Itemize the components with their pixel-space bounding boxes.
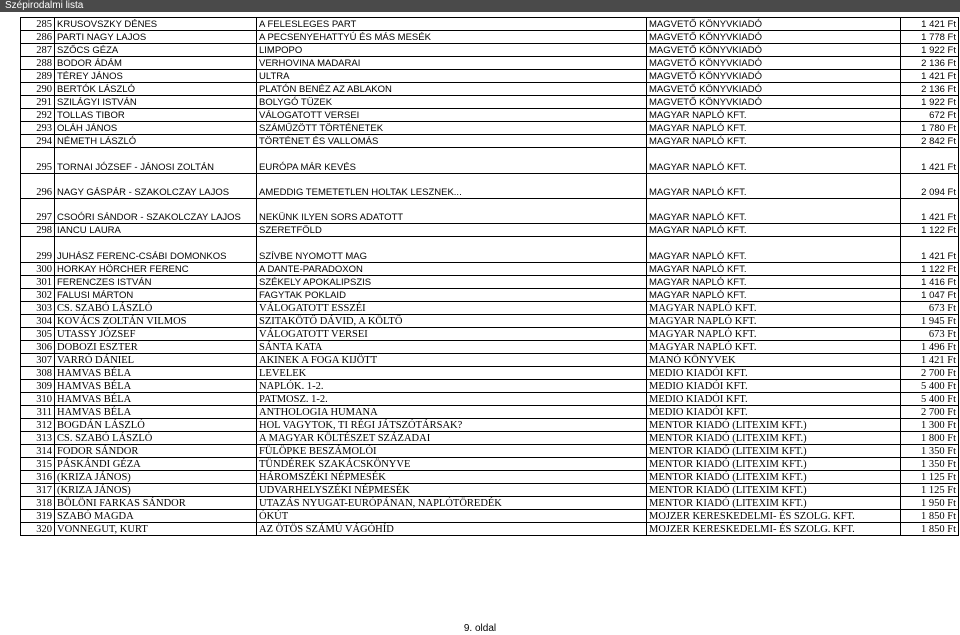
title-cell: VERHOVINA MADARAI: [257, 57, 647, 70]
price-cell: 673 Ft: [901, 302, 959, 315]
row-number: 310: [21, 393, 55, 406]
table-row: [21, 445, 959, 458]
price-cell: 1 950 Ft: [901, 497, 959, 510]
table-row: [21, 174, 959, 199]
title-cell: UTAZÁS NYUGAT-EURÓPÁNAN, NAPLÓTÖREDÉK: [257, 497, 647, 510]
author-cell: CS. SZABÓ LÁSZLÓ: [55, 432, 257, 445]
publisher-cell: MOJZER KERESKEDELMI- ÉS SZOLG. KFT.: [647, 510, 901, 523]
publisher-cell: MENTOR KIADÓ (LITEXIM KFT.): [647, 497, 901, 510]
price-cell: 2 700 Ft: [901, 367, 959, 380]
title-cell: TÜNDÉREK SZAKÁCSKÖNYVE: [257, 458, 647, 471]
publisher-cell: MAGVETŐ KÖNYVKIADÓ: [647, 96, 901, 109]
title-cell: TÖRTÉNET ÉS VALLOMÁS: [257, 135, 647, 148]
price-cell: 1 850 Ft: [901, 510, 959, 523]
publisher-cell: MEDIO KIADÓI KFT.: [647, 380, 901, 393]
publisher-cell: MEDIO KIADÓI KFT.: [647, 406, 901, 419]
publisher-cell: MAGVETŐ KÖNYVKIADÓ: [647, 83, 901, 96]
row-number: 320: [21, 523, 55, 536]
table-row: [21, 57, 959, 70]
row-number: 300: [21, 263, 55, 276]
price-cell: 1 922 Ft: [901, 44, 959, 57]
author-cell: KRUSOVSZKY DÉNES: [55, 18, 257, 31]
title-cell: SZÉKELY APOKALIPSZIS: [257, 276, 647, 289]
author-cell: BERTÓK LÁSZLÓ: [55, 83, 257, 96]
title-cell: PATMOSZ. 1-2.: [257, 393, 647, 406]
price-cell: 1 125 Ft: [901, 471, 959, 484]
price-cell: 1 421 Ft: [901, 237, 959, 263]
row-number: 309: [21, 380, 55, 393]
table-row: [21, 419, 959, 432]
publisher-cell: MAGYAR NAPLÓ KFT.: [647, 237, 901, 263]
row-number: 304: [21, 315, 55, 328]
publisher-cell: MAGVETŐ KÖNYVKIADÓ: [647, 44, 901, 57]
title-cell: LEVELEK: [257, 367, 647, 380]
price-cell: 1 421 Ft: [901, 70, 959, 83]
author-cell: BODOR ÁDÁM: [55, 57, 257, 70]
price-cell: 1 945 Ft: [901, 315, 959, 328]
publisher-cell: MAGVETŐ KÖNYVKIADÓ: [647, 18, 901, 31]
price-cell: 5 400 Ft: [901, 380, 959, 393]
row-number: 307: [21, 354, 55, 367]
table-row: [21, 406, 959, 419]
row-number: 302: [21, 289, 55, 302]
author-cell: (KRIZA JÁNOS): [55, 484, 257, 497]
publisher-cell: MAGVETŐ KÖNYVKIADÓ: [647, 31, 901, 44]
table-row: [21, 328, 959, 341]
publisher-cell: MAGYAR NAPLÓ KFT.: [647, 224, 901, 237]
price-cell: 1 778 Ft: [901, 31, 959, 44]
table-row: [21, 148, 959, 174]
price-cell: 1 122 Ft: [901, 263, 959, 276]
title-cell: UDVARHELYSZÉKI NÉPMESÉK: [257, 484, 647, 497]
author-cell: TÉREY JÁNOS: [55, 70, 257, 83]
author-cell: BÖLÖNI FARKAS SÁNDOR: [55, 497, 257, 510]
publisher-cell: MENTOR KIADÓ (LITEXIM KFT.): [647, 432, 901, 445]
table-row: [21, 523, 959, 536]
title-cell: A DANTE-PARADOXON: [257, 263, 647, 276]
row-number: 314: [21, 445, 55, 458]
author-cell: FERENCZES ISTVÁN: [55, 276, 257, 289]
title-cell: NEKÜNK ILYEN SORS ADATOTT: [257, 199, 647, 224]
publisher-cell: MANÓ KÖNYVEK: [647, 354, 901, 367]
row-number: 303: [21, 302, 55, 315]
table-row: [21, 484, 959, 497]
author-cell: VONNEGUT, KURT: [55, 523, 257, 536]
row-number: 318: [21, 497, 55, 510]
table-row: [21, 70, 959, 83]
price-cell: 2 094 Ft: [901, 174, 959, 199]
table-row: [21, 31, 959, 44]
row-number: 290: [21, 83, 55, 96]
title-cell: A PECSENYEHATTYÚ ÉS MÁS MESÉK: [257, 31, 647, 44]
publisher-cell: MENTOR KIADÓ (LITEXIM KFT.): [647, 445, 901, 458]
price-cell: 1 922 Ft: [901, 96, 959, 109]
price-cell: 1 421 Ft: [901, 199, 959, 224]
title-cell: AKINEK A FOGA KIJÖTT: [257, 354, 647, 367]
title-cell: ULTRA: [257, 70, 647, 83]
title-cell: PLATÓN BENÉZ AZ ABLAKON: [257, 83, 647, 96]
author-cell: KOVÁCS ZOLTÁN VILMOS: [55, 315, 257, 328]
publisher-cell: MEDIO KIADÓI KFT.: [647, 367, 901, 380]
table-row: [21, 224, 959, 237]
row-number: 319: [21, 510, 55, 523]
publisher-cell: MEDIO KIADÓI KFT.: [647, 393, 901, 406]
table-row: [21, 122, 959, 135]
author-cell: HORKAY HÖRCHER FERENC: [55, 263, 257, 276]
table-row: [21, 263, 959, 276]
row-number: 291: [21, 96, 55, 109]
publisher-cell: MENTOR KIADÓ (LITEXIM KFT.): [647, 471, 901, 484]
title-cell: AMEDDIG TEMETETLEN HOLTAK LESZNEK...: [257, 174, 647, 199]
price-cell: 672 Ft: [901, 109, 959, 122]
row-number: 312: [21, 419, 55, 432]
title-cell: BOLYGÓ TÜZEK: [257, 96, 647, 109]
author-cell: UTASSY JÓZSEF: [55, 328, 257, 341]
publisher-cell: MOJZER KERESKEDELMI- ÉS SZOLG. KFT.: [647, 523, 901, 536]
row-number: 287: [21, 44, 55, 57]
publisher-cell: MENTOR KIADÓ (LITEXIM KFT.): [647, 458, 901, 471]
table-row: [21, 354, 959, 367]
publisher-cell: MAGYAR NAPLÓ KFT.: [647, 199, 901, 224]
row-number: 317: [21, 484, 55, 497]
price-cell: 673 Ft: [901, 328, 959, 341]
price-cell: 1 421 Ft: [901, 148, 959, 174]
title-cell: SZÁMŰZÖTT TÖRTÉNETEK: [257, 122, 647, 135]
price-cell: 1 125 Ft: [901, 484, 959, 497]
title-cell: HOL VAGYTOK, TI RÉGI JÁTSZÓTÁRSAK?: [257, 419, 647, 432]
title-cell: SÁNTA KATA: [257, 341, 647, 354]
author-cell: TOLLAS TIBOR: [55, 109, 257, 122]
author-cell: (KRIZA JÁNOS): [55, 471, 257, 484]
author-cell: NÉMETH LÁSZLÓ: [55, 135, 257, 148]
author-cell: CS. SZABÓ LÁSZLÓ: [55, 302, 257, 315]
author-cell: NAGY GÁSPÁR - SZAKOLCZAY LAJOS: [55, 174, 257, 199]
publisher-cell: MAGYAR NAPLÓ KFT.: [647, 148, 901, 174]
publisher-cell: MAGYAR NAPLÓ KFT.: [647, 174, 901, 199]
publisher-cell: MAGYAR NAPLÓ KFT.: [647, 289, 901, 302]
publisher-cell: MENTOR KIADÓ (LITEXIM KFT.): [647, 419, 901, 432]
publisher-cell: MAGYAR NAPLÓ KFT.: [647, 135, 901, 148]
row-number: 301: [21, 276, 55, 289]
price-cell: 1 300 Ft: [901, 419, 959, 432]
row-number: 288: [21, 57, 55, 70]
table-row: [21, 393, 959, 406]
price-cell: 1 780 Ft: [901, 122, 959, 135]
author-cell: PARTI NAGY LAJOS: [55, 31, 257, 44]
row-number: 296: [21, 174, 55, 199]
publisher-cell: MAGVETŐ KÖNYVKIADÓ: [647, 70, 901, 83]
row-number: 316: [21, 471, 55, 484]
table-row: [21, 83, 959, 96]
publisher-cell: MAGYAR NAPLÓ KFT.: [647, 328, 901, 341]
price-cell: 1 496 Ft: [901, 341, 959, 354]
price-cell: 1 416 Ft: [901, 276, 959, 289]
author-cell: TORNAI JÓZSEF - JÁNOSI ZOLTÁN: [55, 148, 257, 174]
author-cell: OLÁH JÁNOS: [55, 122, 257, 135]
page-number: 9. oldal: [463, 623, 497, 634]
title-cell: VÁLOGATOTT ESSZÉI: [257, 302, 647, 315]
table-row: [21, 18, 959, 31]
price-cell: 1 350 Ft: [901, 458, 959, 471]
table-row: [21, 315, 959, 328]
publisher-cell: MAGYAR NAPLÓ KFT.: [647, 276, 901, 289]
publisher-cell: MAGYAR NAPLÓ KFT.: [647, 122, 901, 135]
author-cell: HAMVAS BÉLA: [55, 406, 257, 419]
title-cell: FAGYTAK POKLAID: [257, 289, 647, 302]
author-cell: VARRÓ DÁNIEL: [55, 354, 257, 367]
table-row: [21, 510, 959, 523]
row-number: 299: [21, 237, 55, 263]
author-cell: HAMVAS BÉLA: [55, 380, 257, 393]
publisher-cell: MAGYAR NAPLÓ KFT.: [647, 263, 901, 276]
publisher-cell: MAGYAR NAPLÓ KFT.: [647, 109, 901, 122]
row-number: 286: [21, 31, 55, 44]
row-number: 305: [21, 328, 55, 341]
author-cell: DOBOZI ESZTER: [55, 341, 257, 354]
book-list-table: [20, 17, 959, 536]
author-cell: BOGDÁN LÁSZLÓ: [55, 419, 257, 432]
title-cell: VÁLOGATOTT VERSEI: [257, 328, 647, 341]
title-cell: HÁROMSZÉKI NÉPMESÉK: [257, 471, 647, 484]
price-cell: 1 350 Ft: [901, 445, 959, 458]
row-number: 289: [21, 70, 55, 83]
publisher-cell: MAGYAR NAPLÓ KFT.: [647, 302, 901, 315]
author-cell: SZILÁGYI ISTVÁN: [55, 96, 257, 109]
table-row: [21, 471, 959, 484]
author-cell: HAMVAS BÉLA: [55, 367, 257, 380]
price-cell: 1 421 Ft: [901, 354, 959, 367]
row-number: 311: [21, 406, 55, 419]
title-cell: SZERETFÖLD: [257, 224, 647, 237]
price-cell: 2 700 Ft: [901, 406, 959, 419]
title-cell: SZITAKÖTŐ DÁVID, A KÖLTŐ: [257, 315, 647, 328]
author-cell: FALUSI MÁRTON: [55, 289, 257, 302]
price-cell: 1 122 Ft: [901, 224, 959, 237]
row-number: 297: [21, 199, 55, 224]
row-number: 292: [21, 109, 55, 122]
table-row: [21, 302, 959, 315]
price-cell: 5 400 Ft: [901, 393, 959, 406]
title-cell: NAPLÓK. 1-2.: [257, 380, 647, 393]
author-cell: JUHÁSZ FERENC-CSÁBI DOMONKOS: [55, 237, 257, 263]
title-cell: EURÓPA MÁR KEVÉS: [257, 148, 647, 174]
author-cell: SZŐCS GÉZA: [55, 44, 257, 57]
title-cell: A MAGYAR KÖLTÉSZET SZÁZADAI: [257, 432, 647, 445]
price-cell: 1 421 Ft: [901, 18, 959, 31]
price-cell: 1 047 Ft: [901, 289, 959, 302]
author-cell: CSOÓRI SÁNDOR - SZAKOLCZAY LAJOS: [55, 199, 257, 224]
table-row: [21, 289, 959, 302]
row-number: 315: [21, 458, 55, 471]
author-cell: PÁSKÁNDI GÉZA: [55, 458, 257, 471]
title-cell: VÁLOGATOTT VERSEI: [257, 109, 647, 122]
price-cell: 2 136 Ft: [901, 83, 959, 96]
row-number: 306: [21, 341, 55, 354]
title-cell: AZ ÖTÖS SZÁMÚ VÁGÓHÍD: [257, 523, 647, 536]
row-number: 308: [21, 367, 55, 380]
price-cell: 1 800 Ft: [901, 432, 959, 445]
price-cell: 1 850 Ft: [901, 523, 959, 536]
book-list-body: [21, 18, 959, 536]
row-number: 293: [21, 122, 55, 135]
row-number: 294: [21, 135, 55, 148]
table-row: [21, 276, 959, 289]
table-row: [21, 135, 959, 148]
publisher-cell: MAGVETŐ KÖNYVKIADÓ: [647, 57, 901, 70]
title-cell: LIMPOPO: [257, 44, 647, 57]
author-cell: FODOR SÁNDOR: [55, 445, 257, 458]
table-row: [21, 341, 959, 354]
row-number: 295: [21, 148, 55, 174]
row-number: 298: [21, 224, 55, 237]
row-number: 313: [21, 432, 55, 445]
title-cell: SZÍVBE NYOMOTT MAG: [257, 237, 647, 263]
table-row: [21, 199, 959, 224]
price-cell: 2 136 Ft: [901, 57, 959, 70]
author-cell: HAMVAS BÉLA: [55, 393, 257, 406]
author-cell: IANCU LAURA: [55, 224, 257, 237]
table-row: [21, 380, 959, 393]
table-row: [21, 109, 959, 122]
price-cell: 2 842 Ft: [901, 135, 959, 148]
title-cell: A FELESLEGES PART: [257, 18, 647, 31]
table-row: [21, 458, 959, 471]
publisher-cell: MAGYAR NAPLÓ KFT.: [647, 341, 901, 354]
window-title-bar: [0, 0, 960, 12]
title-cell: FÜLÖPKE BESZÁMOLÓI: [257, 445, 647, 458]
title-cell: ANTHOLOGIA HUMANA: [257, 406, 647, 419]
title-cell: ÓKÚT: [257, 510, 647, 523]
table-row: [21, 237, 959, 263]
author-cell: SZABÓ MAGDA: [55, 510, 257, 523]
table-row: [21, 432, 959, 445]
row-number: 285: [21, 18, 55, 31]
table-row: [21, 96, 959, 109]
table-row: [21, 497, 959, 510]
table-row: [21, 44, 959, 57]
publisher-cell: MENTOR KIADÓ (LITEXIM KFT.): [647, 484, 901, 497]
publisher-cell: MAGYAR NAPLÓ KFT.: [647, 315, 901, 328]
page-header-title: Szépirodalmi lista: [5, 0, 84, 11]
table-row: [21, 367, 959, 380]
